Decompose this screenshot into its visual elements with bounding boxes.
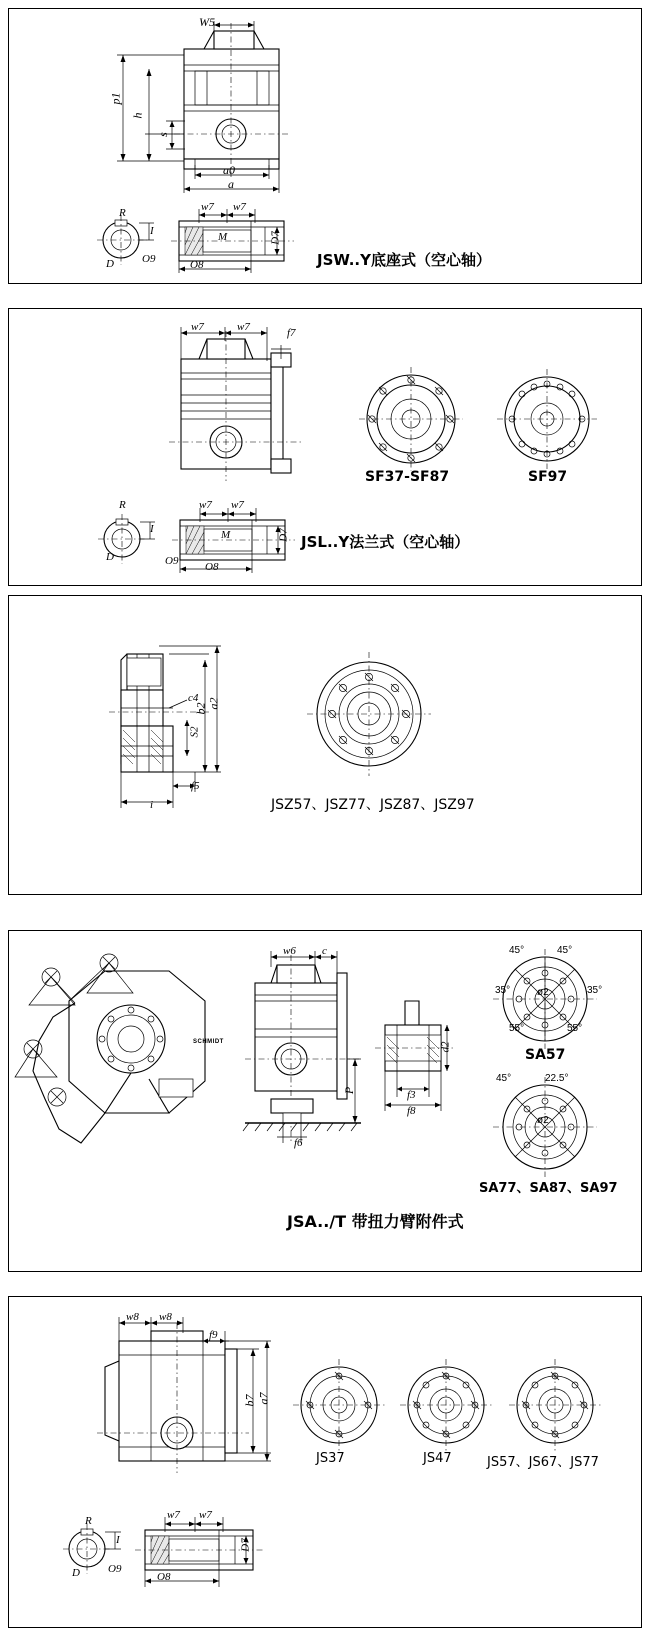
dim-label-f9: f9 [209, 1329, 218, 1341]
dim-label-d7-2: D7 [277, 528, 290, 542]
dim-label-a: a [228, 177, 234, 191]
dim-label-i2: I [150, 523, 154, 535]
dim-label-p1: p1 [108, 92, 123, 105]
variant-label-jsz-series: JSZ57、JSZ77、JSZ87、JSZ97 [271, 797, 475, 813]
dim-label-a7: a7 [256, 1392, 271, 1405]
variant-label-js47: JS47 [423, 1451, 452, 1466]
dim-label-f7: f7 [287, 327, 296, 339]
dim-label-d7-5: D7 [239, 1538, 252, 1552]
dim-label-a0: a0 [223, 163, 235, 177]
dim-label-i: I [150, 225, 154, 237]
angle-label-35-b: 35° [587, 985, 603, 996]
angle-label-45-c: 45° [496, 1073, 512, 1084]
dim-label-f5: f5 [191, 780, 200, 792]
angle-label-55-a: 55° [509, 1023, 525, 1034]
dim-label-i3: i [150, 799, 154, 811]
dim-label-i5: I [116, 1534, 120, 1546]
dim-label-b7: b7 [242, 1394, 257, 1407]
body-brand-text: SCHMIDT [193, 1039, 224, 1045]
panel-4-caption: JSA../T 带扭力臂附件式 [287, 1212, 464, 1231]
dim-label-s2: S2 [188, 726, 201, 738]
dim-label-h: h [130, 112, 145, 119]
dim-label-m2: M [221, 529, 231, 541]
variant-label-js37: JS37 [316, 1451, 345, 1466]
variant-label-sa57: SA57 [525, 1047, 566, 1063]
dim-label-f8: f8 [407, 1105, 416, 1117]
dim-label-p: P [342, 1086, 357, 1095]
dim-label-c: c [322, 945, 327, 957]
dim-label-m: M [218, 231, 228, 243]
dim-label-w7-c: w7 [199, 499, 212, 511]
panel-jsa-torque-arm [8, 930, 642, 1272]
dim-label-o8: O8 [190, 259, 204, 271]
dim-label-w7-b: w7 [237, 321, 250, 333]
dim-label-d2b: d2 [439, 1041, 452, 1053]
dim-label-o8-5: O8 [157, 1571, 171, 1583]
dim-label-r2: R [119, 499, 126, 511]
dim-label-s: s [155, 132, 170, 137]
panel-1-drawing [9, 9, 643, 283]
dim-label-o9-5: O9 [108, 1563, 122, 1575]
panel-1-caption: JSW..Y底座式（空心轴） [317, 251, 491, 269]
panel-2-caption: JSL..Y法兰式（空心轴） [301, 533, 470, 551]
panel-jsl-flange-mount [8, 308, 642, 586]
panel-jsw-base-mount [8, 8, 642, 284]
dim-label-o9: O9 [142, 253, 156, 265]
dim-label-r: R [119, 207, 126, 219]
dim-label-b2: b2 [193, 702, 208, 715]
angle-label-55-b: 55° [567, 1023, 583, 1034]
dim-label-w7-e: w7 [167, 1509, 180, 1521]
angle-label-35-a: 35° [495, 985, 511, 996]
dim-label-w7-left: w7 [201, 201, 214, 213]
variant-label-sf37-sf87: SF37-SF87 [365, 469, 450, 485]
variant-label-sf97: SF97 [528, 469, 568, 485]
angle-label-22-5: 22.5° [545, 1073, 569, 1084]
panel-2-flange-views [349, 361, 649, 481]
dim-label-d7: D7 [269, 231, 282, 245]
dim-label-w5: W5 [199, 15, 215, 29]
angle-label-45-b: 45° [557, 945, 573, 956]
dim-label-w8-a: w8 [126, 1311, 139, 1323]
angle-label-45-a: 45° [509, 945, 525, 956]
dia-label-phi2-a: ø2 [537, 987, 549, 998]
dim-label-o8-2: O8 [205, 561, 219, 573]
dim-label-d5: D [72, 1567, 80, 1579]
variant-label-js57-67-77: JS57、JS67、JS77 [487, 1455, 599, 1470]
dim-label-w6: w6 [283, 945, 296, 957]
panel-jsz-shrink-disc [8, 595, 642, 895]
dim-label-w7-a: w7 [191, 321, 204, 333]
dim-label-a2: a2 [206, 697, 221, 710]
dim-label-r5: R [85, 1515, 92, 1527]
dim-label-w8-b: w8 [159, 1311, 172, 1323]
panel-js-flange-series [8, 1296, 642, 1628]
dia-label-phi2-b: ø2 [537, 1115, 549, 1126]
dim-label-f3: f3 [407, 1089, 416, 1101]
dim-label-f6: f6 [294, 1137, 303, 1149]
dim-label-c4: c4 [188, 692, 199, 704]
dim-label-w7-d: w7 [231, 499, 244, 511]
dim-label-d: D [106, 258, 114, 270]
dim-label-d2: D [106, 551, 114, 563]
dim-label-w7-f: w7 [199, 1509, 212, 1521]
dim-label-w7-right: w7 [233, 201, 246, 213]
panel-3-drawing [9, 596, 643, 894]
dim-label-o9-2: O9 [165, 555, 179, 567]
variant-label-sa77-87-97: SA77、SA87、SA97 [479, 1181, 618, 1196]
